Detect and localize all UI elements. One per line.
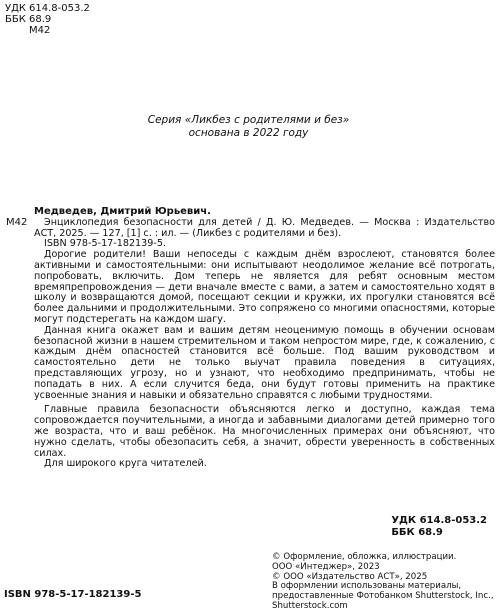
catalog-record — [34, 207, 495, 470]
bbk-row — [5, 14, 90, 25]
catalog-description: Энциклопедия безопасности для детей / Д. Ю. Медведев. — Москва : Издательство АСТ, 2025. — 127, [1] с. : ил. — (Ликбез с родителями и без). — [34, 216, 495, 239]
copyright-block — [272, 553, 494, 612]
annotation-paragraph-4: Для широкого круга читателей. — [44, 458, 207, 470]
classification-codes-bottom — [391, 515, 487, 538]
author-mark-row — [5, 25, 90, 36]
copyright-line-4: В оформлении использованы материалы, предоставленные Фотобанком Shutterstock, Inc., Shutterstock.com — [272, 581, 494, 611]
udk-row — [5, 3, 90, 14]
catalog-author: Медведев, Дмитрий Юрьевич. — [34, 206, 211, 217]
series-note — [0, 114, 497, 140]
author-mark: М42 — [29, 25, 51, 36]
annotation-paragraph-3: Главные правила безопасности объясняются легко и доступно, каждая тема сопровождается поучительными, а иногда и забавными диалогами детей примерно того же возраста, что и ваш ребёнок. На многочисленных примерах они объясняют, что нужно сделать, чтобы обезопасить себя, а значит, обрести уверенность в собственных силах. — [34, 404, 495, 459]
series-line-2: основана в 2022 году — [188, 127, 309, 139]
catalog-isbn: ISBN 978-5-17-182139-5. — [44, 238, 166, 250]
udk-value: 614.8-053.2 — [29, 3, 90, 14]
bbk-bottom: ББК 68.9 — [391, 526, 443, 538]
classification-codes — [5, 3, 90, 36]
bbk-label: ББК — [5, 14, 26, 25]
udk-label: УДК — [5, 3, 27, 14]
udk-bottom: УДК 614.8-053.2 — [391, 515, 487, 526]
series-line-1: Серия «Ликбез с родителями и без» — [147, 114, 350, 126]
catalog-author-mark: М42 — [6, 217, 28, 228]
copyright-line-2: ООО «Интеджер», 2023 — [272, 561, 380, 572]
bbk-value: 68.9 — [29, 14, 52, 25]
copyright-line-1: © Оформление, обложка, иллюстрации. — [272, 552, 457, 562]
isbn-bottom: ISBN 978-5-17-182139-5 — [4, 589, 142, 600]
annotation-paragraph-2: Данная книга окажет вам и вашим детям неоценимую помощь в обучении основам безопасной жизни в нашем стремительном и таком непростом мире, где, к сожалению, с каждым днём опасностей становится всё больше. Под вашим руководством и самостоятельно дети не только выучат правила поведения в ситуациях, представляющих угрозу, но и узнают, что необходимо предпринимать, чтобы не попадать в них. А если случится беда, они будут готовы применить на практике усвоенные знания и навыки и обязательно справятся с любыми трудностями. — [34, 324, 495, 401]
copyright-line-3: © ООО «Издательство АСТ», 2025 — [272, 571, 428, 582]
annotation-paragraph-1: Дорогие родители! Ваши непоседы с каждым днём взрослеют, становятся более активными и самостоятельными: они испытывают неодолимое желание всё потрогать, попробовать, включить. Дом теперь не является для ребят основным местом времяпрепровождения — дети вначале вместе с вами, а затем и самостоятельно ходят в школу и возвращаются домой, посещают секции и кружки, их прогулки становятся всё более дальними и продолжительными. Это сопряжено со многими опасностями, которые могут подстерегать на каждом шагу. — [34, 249, 495, 325]
